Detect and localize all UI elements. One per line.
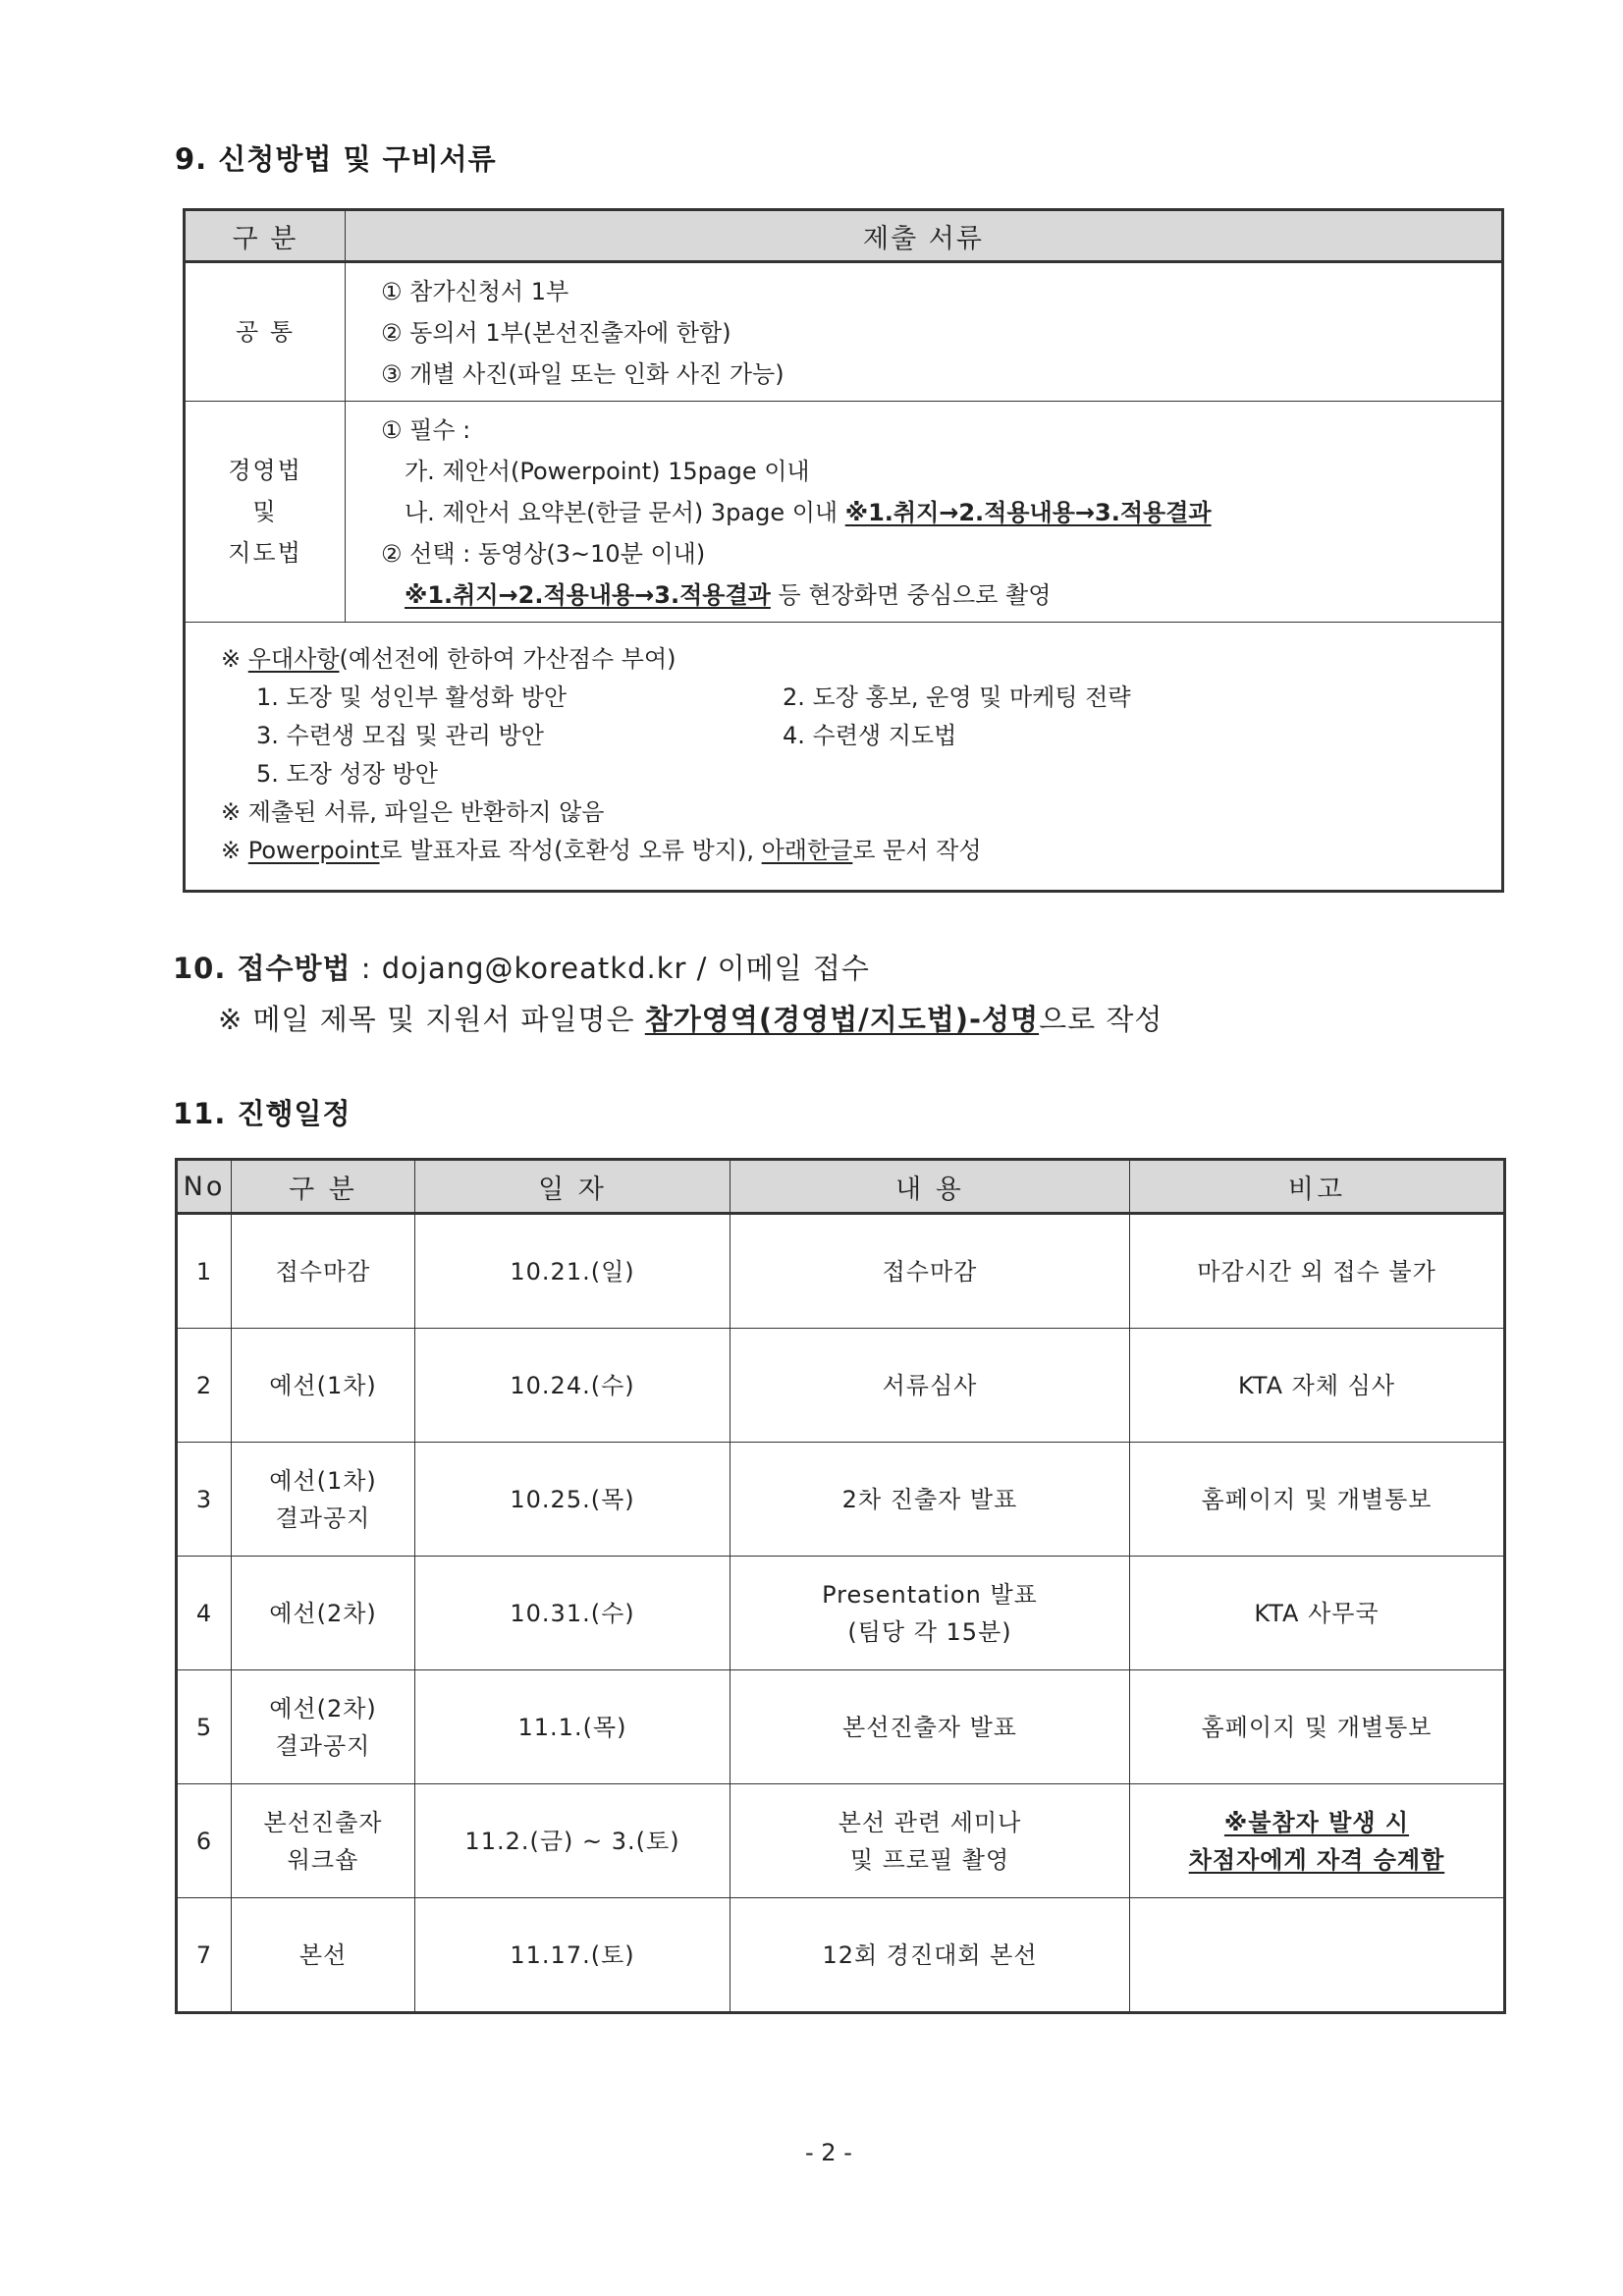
mgmt-label-line: 및: [252, 498, 278, 525]
format-note: [221, 832, 1501, 870]
header-date: 일 자: [415, 1160, 730, 1214]
row-date: 10.21.(일): [415, 1214, 730, 1329]
schedule-table: [175, 1158, 1506, 2014]
preference-desc: (예선전에 한하여 가산점수 부여): [339, 645, 676, 673]
doc-item: [381, 492, 1501, 533]
header-note: 비고: [1130, 1160, 1505, 1214]
optional-label: ② 선택 : 동영상(3~10분 이내): [381, 540, 706, 568]
row-content: [730, 1670, 1130, 1784]
preference-item: 3. 수련생 모집 및 관리 방안: [256, 722, 544, 749]
note-prefix: ※ 메일 제목 및 지원서 파일명은: [218, 1003, 645, 1036]
row-content-line: 12회 경진대회 본선: [822, 1941, 1038, 1969]
header-documents: 제출 서류: [346, 210, 1503, 262]
row-note: [1130, 1898, 1505, 2013]
row-category: [232, 1557, 415, 1670]
row-content-line: 본선진출자 발표: [842, 1713, 1017, 1741]
preference-item: 2. 도장 홍보, 운영 및 마케팅 전략: [783, 683, 1131, 711]
schedule-row: [177, 1557, 1505, 1670]
row-date: 10.31.(수): [415, 1557, 730, 1670]
common-row: [185, 262, 1503, 402]
row-category-line: 결과공지: [275, 1731, 371, 1760]
section-10-note: [218, 998, 1163, 1038]
row-content: [730, 1784, 1130, 1898]
schedule-row: [177, 1898, 1505, 2013]
row-content: [730, 1557, 1130, 1670]
row-note-line: 마감시간 외 접수 불가: [1197, 1257, 1436, 1285]
header-category: 구 분: [185, 210, 346, 262]
required-label: ① 필수 :: [381, 416, 471, 444]
mgmt-label-line: 지도법: [228, 539, 302, 567]
preference-item: 4. 수련생 지도법: [783, 722, 957, 749]
row-category-line: 결과공지: [275, 1503, 371, 1532]
row-no: 1: [177, 1214, 232, 1329]
header-content: 내 용: [730, 1160, 1130, 1214]
schedule-row: [177, 1443, 1505, 1557]
note-emphasis: 참가영역(경영법/지도법)-성명: [644, 1003, 1040, 1036]
format-hwp: 아래한글: [761, 837, 853, 864]
section-11-heading: 11. 진행일정: [173, 1097, 352, 1130]
doc-item: [381, 574, 1501, 616]
doc-item: 가. 제안서(Powerpoint) 15page 이내: [405, 458, 810, 485]
row-content-line: Presentation 발표: [822, 1580, 1038, 1609]
section-10: [173, 947, 870, 987]
row-content-line: 서류심사: [882, 1371, 978, 1399]
format-ppt: Powerpoint: [247, 837, 380, 864]
note-mark: ※: [221, 837, 248, 864]
doc-item: ② 동의서 1부(본선진출자에 한함): [381, 319, 731, 347]
row-date: 10.24.(수): [415, 1329, 730, 1443]
row-date: 10.25.(목): [415, 1443, 730, 1557]
common-label: 공 통: [185, 262, 346, 402]
row-note-line: 홈페이지 및 개별통보: [1201, 1713, 1433, 1741]
doc-item: ③ 개별 사진(파일 또는 인화 사진 가능): [381, 360, 784, 388]
documents-table-header: [185, 210, 1503, 262]
preference-line: [221, 640, 1501, 679]
row-category-line: 예선(2차): [269, 1599, 377, 1627]
flow-text: ※1.취지→2.적용내용→3.적용결과: [844, 499, 1212, 526]
format-end: 로 문서 작성: [852, 837, 982, 864]
schedule-header: [177, 1160, 1505, 1214]
section-10-detail: : dojang@koreatkd.kr / 이메일 접수: [351, 952, 870, 985]
row-content: [730, 1214, 1130, 1329]
mgmt-row: [185, 402, 1503, 623]
doc-item-text: 나. 제안서 요약본(한글 문서) 3page 이내: [405, 499, 845, 526]
row-no: 6: [177, 1784, 232, 1898]
preference-item: [783, 755, 1175, 793]
note-mark: ※: [221, 645, 248, 673]
row-content: [730, 1898, 1130, 2013]
mgmt-docs: [346, 402, 1503, 623]
row-content-line: 2차 진출자 발표: [841, 1485, 1018, 1513]
row-content: [730, 1329, 1130, 1443]
row-no: 4: [177, 1557, 232, 1670]
row-category-line: 예선(1차): [269, 1466, 377, 1495]
schedule-row: [177, 1784, 1505, 1898]
row-no: 7: [177, 1898, 232, 2013]
row-category: [232, 1443, 415, 1557]
row-note-line: ※불참자 발생 시: [1223, 1808, 1410, 1836]
schedule-body: [177, 1214, 1505, 2013]
common-docs: [346, 262, 1503, 402]
row-date: 11.2.(금) ~ 3.(토): [415, 1784, 730, 1898]
row-category: [232, 1898, 415, 2013]
row-category-line: 접수마감: [275, 1257, 371, 1285]
section-9-heading: 9. 신청방법 및 구비서류: [175, 142, 497, 176]
row-note-line: KTA 사무국: [1254, 1599, 1380, 1627]
section-10-label: 10. 접수방법: [173, 952, 352, 985]
header-category: 구 분: [232, 1160, 415, 1214]
no-return-note: ※ 제출된 서류, 파일은 반환하지 않음: [221, 798, 605, 826]
row-content-line: 본선 관련 세미나: [838, 1808, 1022, 1836]
preference-title: 우대사항: [247, 645, 340, 673]
preference-list: [221, 679, 1501, 793]
flow-text: ※1.취지→2.적용내용→3.적용결과: [405, 581, 771, 609]
header-no: No: [177, 1160, 232, 1214]
notes-row: [185, 623, 1503, 892]
row-category: [232, 1784, 415, 1898]
row-category: [232, 1214, 415, 1329]
row-category-line: 워크숍: [287, 1845, 359, 1874]
row-note-line: 홈페이지 및 개별통보: [1201, 1485, 1433, 1513]
row-category-line: 예선(1차): [269, 1371, 377, 1399]
note-suffix: 으로 작성: [1039, 1003, 1163, 1036]
schedule-row: [177, 1214, 1505, 1329]
preference-item: 5. 도장 성장 방안: [256, 760, 438, 788]
row-content-line: 및 프로필 촬영: [849, 1845, 1010, 1874]
row-content: [730, 1443, 1130, 1557]
row-category: [232, 1670, 415, 1784]
row-date: 11.1.(목): [415, 1670, 730, 1784]
row-content-line: (팀당 각 15분): [847, 1617, 1012, 1646]
row-note: [1130, 1670, 1505, 1784]
row-note: [1130, 1214, 1505, 1329]
row-note-line: 차점자에게 자격 승계함: [1188, 1845, 1445, 1874]
schedule-row: [177, 1329, 1505, 1443]
doc-item-text: 등 현장화면 중심으로 촬영: [770, 581, 1052, 609]
documents-table: [183, 208, 1504, 893]
row-category-line: 본선: [298, 1941, 348, 1969]
row-date: 11.17.(토): [415, 1898, 730, 2013]
row-note: [1130, 1784, 1505, 1898]
row-no: 5: [177, 1670, 232, 1784]
row-note: [1130, 1557, 1505, 1670]
mgmt-label-line: 경영법: [228, 457, 302, 484]
page-number: - 2 -: [805, 2139, 852, 2166]
row-note-line: KTA 자체 심사: [1237, 1371, 1396, 1399]
schedule-row: [177, 1670, 1505, 1784]
mgmt-label: [185, 402, 346, 623]
row-content-line: 접수마감: [882, 1257, 978, 1285]
row-category: [232, 1329, 415, 1443]
preference-item: 1. 도장 및 성인부 활성화 방안: [256, 683, 568, 711]
row-category-line: 예선(2차): [269, 1694, 377, 1722]
row-note: [1130, 1443, 1505, 1557]
row-no: 2: [177, 1329, 232, 1443]
format-mid: 로 발표자료 작성(호환성 오류 방지),: [379, 837, 762, 864]
row-no: 3: [177, 1443, 232, 1557]
row-note: [1130, 1329, 1505, 1443]
notes-cell: [185, 623, 1503, 892]
doc-item: ① 참가신청서 1부: [381, 278, 569, 305]
row-category-line: 본선진출자: [263, 1808, 383, 1836]
